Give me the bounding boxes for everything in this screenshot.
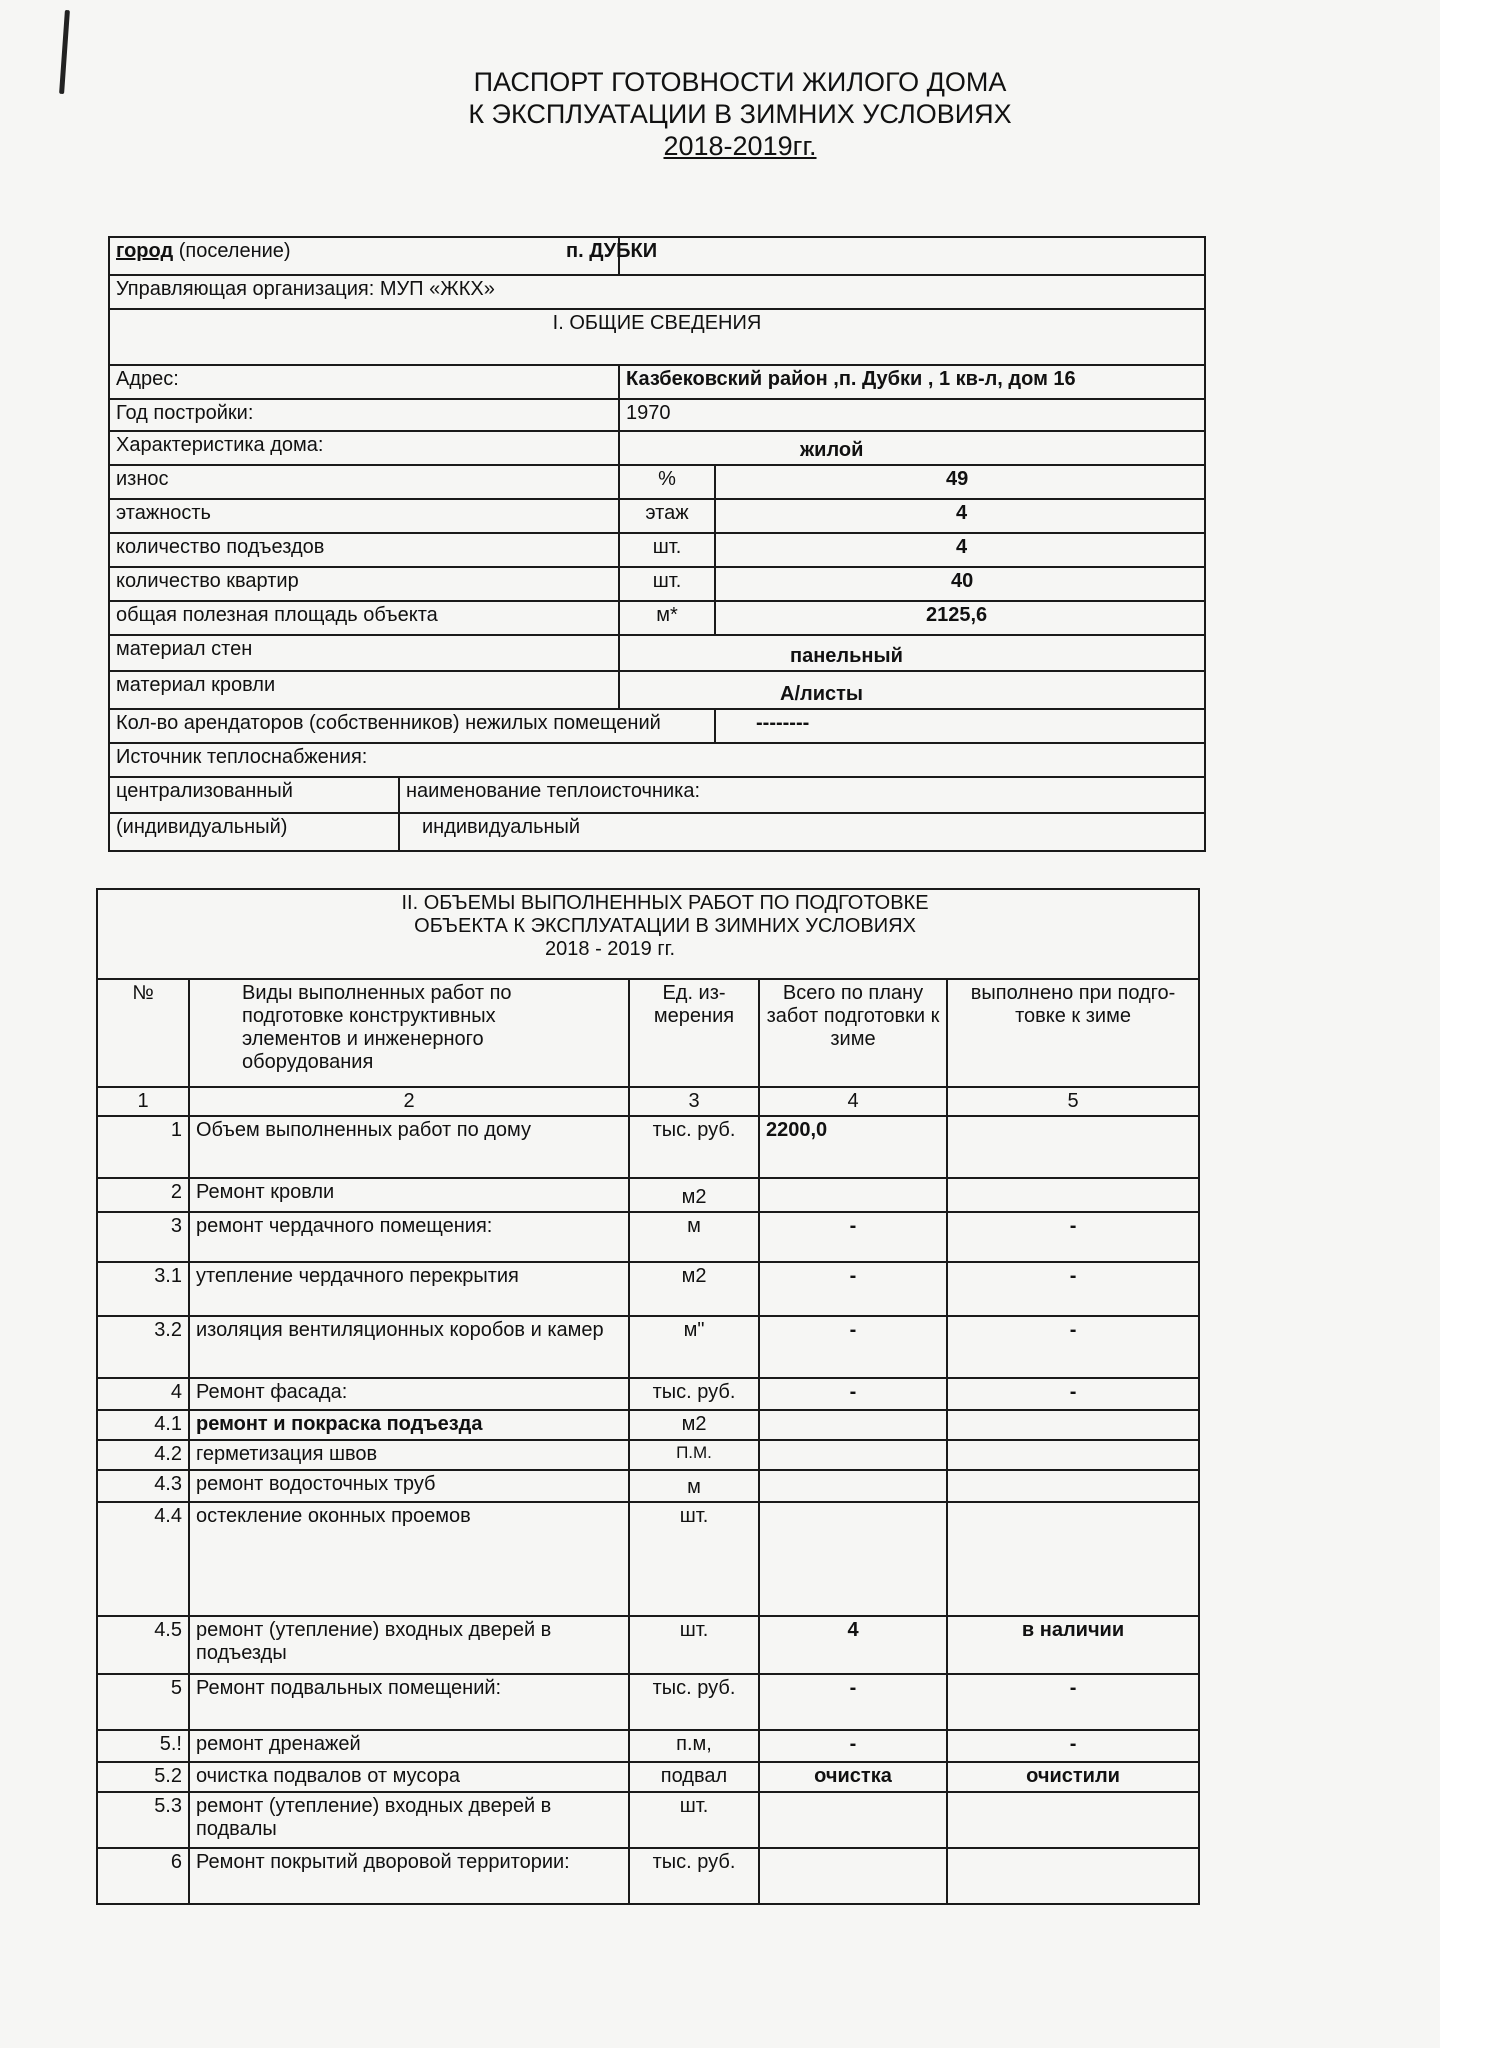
row-done bbox=[947, 1440, 1199, 1470]
col-header-num: № bbox=[97, 979, 189, 1087]
walls-value: панельный bbox=[619, 635, 1205, 671]
row-done bbox=[947, 1178, 1199, 1212]
row-num: 4.4 bbox=[97, 1502, 189, 1616]
city-value-cell bbox=[566, 237, 1205, 275]
row-num: 6 bbox=[97, 1848, 189, 1904]
heat-source-label: Источник теплоснабжения: bbox=[109, 743, 1205, 777]
table-row bbox=[97, 1440, 1199, 1470]
table-row bbox=[97, 1792, 1199, 1848]
row-unit: п.м, bbox=[629, 1730, 759, 1762]
row-done: - bbox=[947, 1316, 1199, 1378]
info-row-value: 40 bbox=[715, 567, 1205, 601]
character-value: жилой bbox=[619, 431, 1205, 465]
pen-mark bbox=[59, 10, 70, 94]
heat-individual: (индивидуальный) bbox=[109, 813, 399, 851]
row-done: - bbox=[947, 1262, 1199, 1316]
row-num: 5 bbox=[97, 1674, 189, 1730]
table-row bbox=[97, 1378, 1199, 1410]
table-row bbox=[97, 1262, 1199, 1316]
table-row bbox=[97, 1762, 1199, 1792]
city-label: город bbox=[116, 240, 174, 262]
col-header-unit: Ед. из-мерения bbox=[629, 979, 759, 1087]
character-label: Характеристика дома: bbox=[109, 431, 619, 465]
col-header-plan: Всего по плану забот подготовки к зиме bbox=[759, 979, 947, 1087]
section-2-title-line-2: ОБЪЕКТА К ЭКСПЛУАТАЦИИ В ЗИМНИХ УСЛОВИЯХ bbox=[414, 915, 916, 937]
row-work: ремонт (утепление) входных дверей в подъезды bbox=[189, 1616, 629, 1674]
table-row bbox=[97, 1410, 1199, 1440]
info-row-unit: шт. bbox=[619, 567, 715, 601]
info-row-label: количество квартир bbox=[109, 567, 619, 601]
row-done bbox=[947, 1470, 1199, 1502]
row-work: ремонт чердачного помещения: bbox=[189, 1212, 629, 1262]
row-work: герметизация швов bbox=[189, 1440, 629, 1470]
city-label-cell bbox=[109, 237, 619, 275]
row-plan bbox=[759, 1178, 947, 1212]
info-row-value: 2125,6 bbox=[715, 601, 1205, 635]
walls-label: материал стен bbox=[109, 635, 619, 671]
section-2-title-line-1: II. ОБЪЕМЫ ВЫПОЛНЕННЫХ РАБОТ ПО ПОДГОТОВКЕ bbox=[401, 892, 929, 914]
row-work: Объем выполненных работ по дому bbox=[189, 1116, 629, 1178]
scan-edge bbox=[1440, 0, 1486, 2048]
row-done bbox=[947, 1792, 1199, 1848]
row-unit: м bbox=[629, 1470, 759, 1502]
table-row bbox=[97, 1178, 1199, 1212]
row-plan bbox=[759, 1440, 947, 1470]
address-value: Казбековский район ,п. Дубки , 1 кв-л, дом 16 bbox=[619, 365, 1205, 399]
row-done: - bbox=[947, 1212, 1199, 1262]
row-num: 5.2 bbox=[97, 1762, 189, 1792]
row-num: 3.2 bbox=[97, 1316, 189, 1378]
row-unit: П.М. bbox=[629, 1440, 759, 1470]
row-plan: - bbox=[759, 1212, 947, 1262]
row-unit: шт. bbox=[629, 1792, 759, 1848]
title-line-2: К ЭКСПЛУАТАЦИИ В ЗИМНИХ УСЛОВИЯХ bbox=[468, 99, 1012, 129]
row-num: 1 bbox=[97, 1116, 189, 1178]
col-number: 3 bbox=[629, 1087, 759, 1116]
tenants-value: -------- bbox=[715, 709, 1205, 743]
col-number: 4 bbox=[759, 1087, 947, 1116]
row-work: утепление чердачного перекрытия bbox=[189, 1262, 629, 1316]
info-row-label: общая полезная площадь объекта bbox=[109, 601, 619, 635]
row-unit: тыс. руб. bbox=[629, 1378, 759, 1410]
year-label: Год постройки: bbox=[109, 399, 619, 431]
table-row bbox=[97, 1316, 1199, 1378]
table-row bbox=[97, 1848, 1199, 1904]
row-work: ремонт и покраска подъезда bbox=[189, 1410, 629, 1440]
row-unit: шт. bbox=[629, 1502, 759, 1616]
year-value: 1970 bbox=[619, 399, 1205, 431]
tenants-label: Кол-во арендаторов (собственников) нежилых помещений bbox=[109, 709, 715, 743]
section-1-title: I. ОБЩИЕ СВЕДЕНИЯ bbox=[109, 309, 1205, 365]
heat-source-value: индивидуальный bbox=[399, 813, 1205, 851]
row-plan bbox=[759, 1470, 947, 1502]
row-done bbox=[947, 1502, 1199, 1616]
row-plan: 4 bbox=[759, 1616, 947, 1674]
row-done: очистили bbox=[947, 1762, 1199, 1792]
info-row-value: 49 bbox=[715, 465, 1205, 499]
row-work: Ремонт подвальных помещений: bbox=[189, 1674, 629, 1730]
info-row-label: количество подъездов bbox=[109, 533, 619, 567]
row-plan: - bbox=[759, 1674, 947, 1730]
info-row-unit: м* bbox=[619, 601, 715, 635]
table-row bbox=[97, 1616, 1199, 1674]
row-num: 4 bbox=[97, 1378, 189, 1410]
row-plan: - bbox=[759, 1316, 947, 1378]
info-row-unit: этаж bbox=[619, 499, 715, 533]
row-done: - bbox=[947, 1674, 1199, 1730]
table-row bbox=[97, 1470, 1199, 1502]
document-title bbox=[330, 66, 1150, 162]
row-num: 5.! bbox=[97, 1730, 189, 1762]
row-unit: тыс. руб. bbox=[629, 1116, 759, 1178]
row-num: 4.5 bbox=[97, 1616, 189, 1674]
row-num: 4.1 bbox=[97, 1410, 189, 1440]
heat-source-name-label: наименование теплоисточника: bbox=[399, 777, 1205, 813]
row-done: в наличии bbox=[947, 1616, 1199, 1674]
info-row-unit: шт. bbox=[619, 533, 715, 567]
row-unit: м2 bbox=[629, 1410, 759, 1440]
row-work: Ремонт покрытий дворовой территории: bbox=[189, 1848, 629, 1904]
col-header-work: Виды выполненных работ по подготовке конструктивных элементов и инженерного оборудования bbox=[189, 979, 629, 1087]
row-plan: - bbox=[759, 1262, 947, 1316]
section-2-title-line-3: 2018 - 2019 гг. bbox=[545, 938, 676, 960]
col-number: 2 bbox=[189, 1087, 629, 1116]
table-row bbox=[97, 1502, 1199, 1616]
row-unit: шт. bbox=[629, 1616, 759, 1674]
table-row bbox=[97, 1730, 1199, 1762]
row-plan: очистка bbox=[759, 1762, 947, 1792]
row-work: ремонт дренажей bbox=[189, 1730, 629, 1762]
col-number: 1 bbox=[97, 1087, 189, 1116]
row-num: 5.3 bbox=[97, 1792, 189, 1848]
row-plan bbox=[759, 1502, 947, 1616]
roof-label: материал кровли bbox=[109, 671, 619, 709]
row-num: 4.3 bbox=[97, 1470, 189, 1502]
row-num: 3 bbox=[97, 1212, 189, 1262]
roof-value: А/листы bbox=[619, 671, 1205, 709]
row-plan: 2200,0 bbox=[759, 1116, 947, 1178]
col-number: 5 bbox=[947, 1087, 1199, 1116]
row-unit: м bbox=[629, 1212, 759, 1262]
row-num: 4.2 bbox=[97, 1440, 189, 1470]
row-work: Ремонт кровли bbox=[189, 1178, 629, 1212]
row-done bbox=[947, 1116, 1199, 1178]
table-row bbox=[97, 1116, 1199, 1178]
section-2-title bbox=[97, 889, 1199, 979]
row-unit: м" bbox=[629, 1316, 759, 1378]
table-row bbox=[97, 1212, 1199, 1262]
row-unit: м2 bbox=[629, 1178, 759, 1212]
row-done bbox=[947, 1848, 1199, 1904]
info-row-label: износ bbox=[109, 465, 619, 499]
info-row-unit: % bbox=[619, 465, 715, 499]
row-work: ремонт водосточных труб bbox=[189, 1470, 629, 1502]
address-label: Адрес: bbox=[109, 365, 619, 399]
row-plan bbox=[759, 1848, 947, 1904]
general-info-table bbox=[108, 236, 1206, 852]
row-unit: подвал bbox=[629, 1762, 759, 1792]
table-row bbox=[97, 1674, 1199, 1730]
row-work: ремонт (утепление) входных дверей в подвалы bbox=[189, 1792, 629, 1848]
title-line-1: ПАСПОРТ ГОТОВНОСТИ ЖИЛОГО ДОМА bbox=[473, 67, 1007, 97]
heat-central: централизованный bbox=[109, 777, 399, 813]
management-org: Управляющая организация: МУП «ЖКХ» bbox=[109, 275, 1205, 309]
info-row-value: 4 bbox=[715, 533, 1205, 567]
row-unit: м2 bbox=[629, 1262, 759, 1316]
info-row-label: этажность bbox=[109, 499, 619, 533]
info-row-value: 4 bbox=[715, 499, 1205, 533]
row-plan bbox=[759, 1792, 947, 1848]
city-value: п. ДУБКИ bbox=[566, 240, 658, 262]
row-work: Ремонт фасада: bbox=[189, 1378, 629, 1410]
city-label-suffix: (поселение) bbox=[178, 240, 291, 262]
row-work: остекление оконных проемов bbox=[189, 1502, 629, 1616]
title-line-3: 2018-2019гг. bbox=[663, 131, 817, 161]
row-done: - bbox=[947, 1378, 1199, 1410]
row-plan: - bbox=[759, 1730, 947, 1762]
row-plan: - bbox=[759, 1378, 947, 1410]
col-header-done: выполнено при подго-товке к зиме bbox=[947, 979, 1199, 1087]
row-unit: тыс. руб. bbox=[629, 1848, 759, 1904]
row-work: изоляция вентиляционных коробов и камер bbox=[189, 1316, 629, 1378]
row-unit: тыс. руб. bbox=[629, 1674, 759, 1730]
row-work: очистка подвалов от мусора bbox=[189, 1762, 629, 1792]
row-plan bbox=[759, 1410, 947, 1440]
row-done: - bbox=[947, 1730, 1199, 1762]
row-num: 3.1 bbox=[97, 1262, 189, 1316]
row-done bbox=[947, 1410, 1199, 1440]
works-table bbox=[96, 888, 1200, 1905]
row-num: 2 bbox=[97, 1178, 189, 1212]
